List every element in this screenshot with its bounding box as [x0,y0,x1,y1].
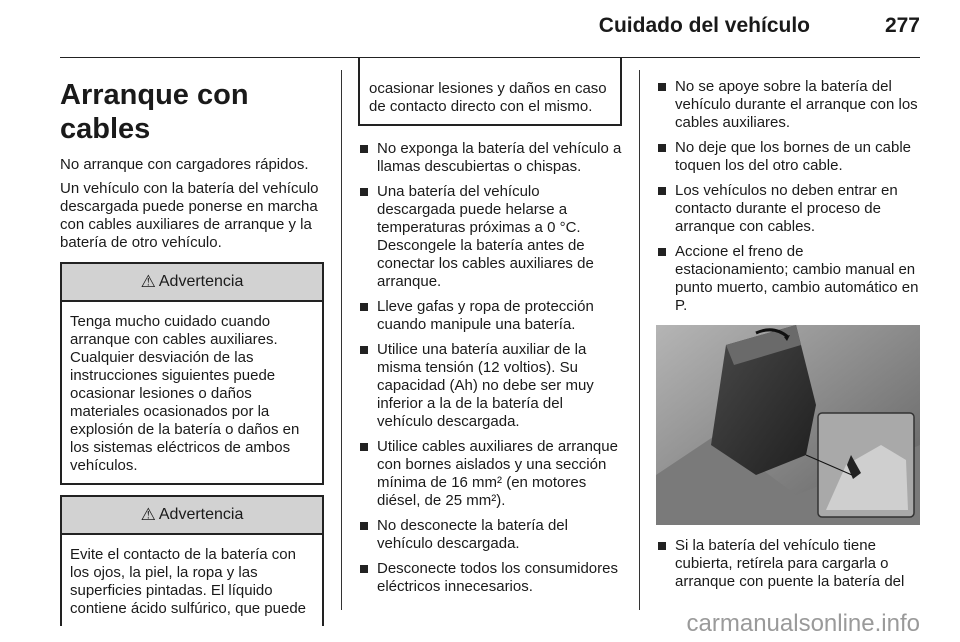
bullet-square-icon [360,565,368,573]
warning-title: Advertencia [158,273,244,290]
list-item: No deje que los bornes de un cable toquen los del otro cable. [656,139,920,175]
page-header-title: Cuidado del vehículo [598,14,810,37]
warning-header [62,497,322,535]
column-divider-1 [341,70,342,610]
bullet-square-icon [658,248,666,256]
bullet-square-icon [360,346,368,354]
bullet-square-icon [360,188,368,196]
bullet-square-icon [360,443,368,451]
column-2 [358,58,622,603]
list-item: No exponga la batería del vehículo a llamas descubiertas o chispas. [358,140,622,176]
warning-continued-box: ocasionar lesiones y daños en caso de contacto directo con el mismo. [358,58,622,126]
bullet-list-col3 [656,78,920,315]
column-3 [656,78,920,598]
list-item: No desconecte la batería del vehículo descargada. [358,517,622,553]
bullet-square-icon [360,303,368,311]
list-item: Utilice cables auxiliares de arranque con bornes aislados y una sección mínima de 16 mm² (en motores diésel, de 25 mm²). [358,438,622,510]
list-item: Accione el freno de estacionamiento; cambio manual en punto muerto, cambio automático en P. [656,243,920,315]
warning-icon: ⚠ [140,505,156,524]
engine-bay-illustration [656,325,920,525]
bullet-square-icon [360,145,368,153]
list-item: Utilice una batería auxiliar de la misma tensión (12 voltios). Su capacidad (Ah) no debe ser muy inferior a la de la batería del vehículo descargada. [358,341,622,431]
warning-body: Evite el contacto de la batería con los ojos, la piel, la ropa y las superficies pintadas. El líquido contiene ácido sulfúrico, que puede [70,546,307,617]
bullet-square-icon [360,522,368,530]
column-divider-2 [639,70,640,610]
bullet-square-icon [658,83,666,91]
bullet-list-col3-after [656,537,920,591]
list-item: Una batería del vehículo descargada puede helarse a temperaturas próximas a 0 °C. Descongele la batería antes de conectar los cables auxiliares de arranque. [358,183,622,291]
list-item: Los vehículos no deben entrar en contacto durante el proceso de arranque con cables. [656,182,920,236]
column-1 [60,70,324,626]
list-item: Desconecte todos los consumidores eléctricos innecesarios. [358,560,622,596]
warning-header [62,264,322,302]
warning-title: Advertencia [158,506,244,523]
page-number: 277 [884,14,920,37]
section-title: Arranque con cables [60,79,249,145]
warning-box-1 [60,262,324,485]
bullet-square-icon [658,542,666,550]
bullet-square-icon [658,187,666,195]
battery-cover-photo [656,325,920,525]
intro-paragraph-2: Un vehículo con la batería del vehículo descargada puede ponerse en marcha con cables auxiliares de arranque y la batería de otro vehículo. [60,180,319,251]
list-item: No se apoye sobre la batería del vehículo durante el arranque con los cables auxiliares. [656,78,920,132]
watermark: carmanualsonline.info [686,610,920,637]
warning-box-2 [60,495,324,626]
intro-paragraph-1: No arranque con cargadores rápidos. [60,156,309,173]
bullet-list-col2 [358,140,622,596]
warning-icon: ⚠ [140,272,156,291]
list-item: Si la batería del vehículo tiene cubierta, retírela para cargarla o arranque con puente la batería del [656,537,920,591]
list-item: Lleve gafas y ropa de protección cuando manipule una batería. [358,298,622,334]
bullet-square-icon [658,144,666,152]
warning-body: Tenga mucho cuidado cuando arranque con cables auxiliares. Cualquier desviación de las instrucciones siguientes puede ocasionar lesiones o daños materiales ocasionados por la explosión de la batería o daños en los sistemas eléctricos de ambos vehículos. [70,313,300,474]
